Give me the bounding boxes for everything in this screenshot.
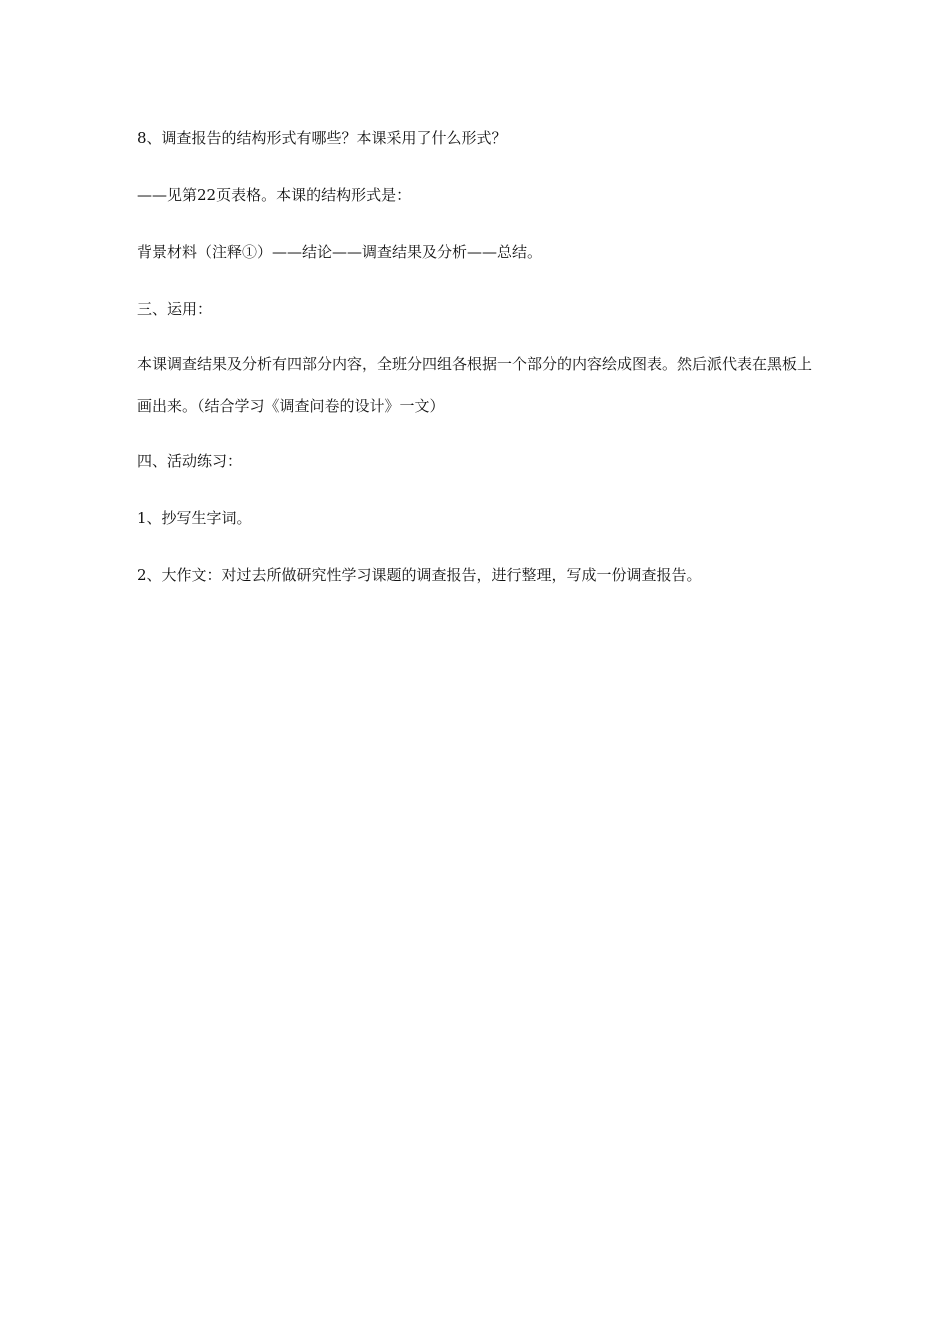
structure-form: 背景材料（注释①）——结论——调查结果及分析——总结。 [137, 243, 543, 261]
document-body [137, 124, 817, 589]
activity-item-1: 1、抄写生字词。 [137, 509, 252, 527]
question-8: 8、调查报告的结构形式有哪些？本课采用了什么形式？ [137, 129, 507, 147]
answer-8: ——见第22页表格。本课的结构形式是： [137, 186, 412, 204]
section-heading-application: 三、运用： [137, 300, 213, 318]
application-text: 本课调查结果及分析有四部分内容，全班分四组各根据一个部分的内容绘成图表。然后派代表在黑板上画出来。（结合学习《调查问卷的设计》一文） [137, 355, 813, 415]
section-heading-activities: 四、活动练习： [137, 452, 243, 470]
activity-item-2: 2、大作文：对过去所做研究性学习课题的调查报告，进行整理，写成一份调查报告。 [137, 566, 702, 584]
